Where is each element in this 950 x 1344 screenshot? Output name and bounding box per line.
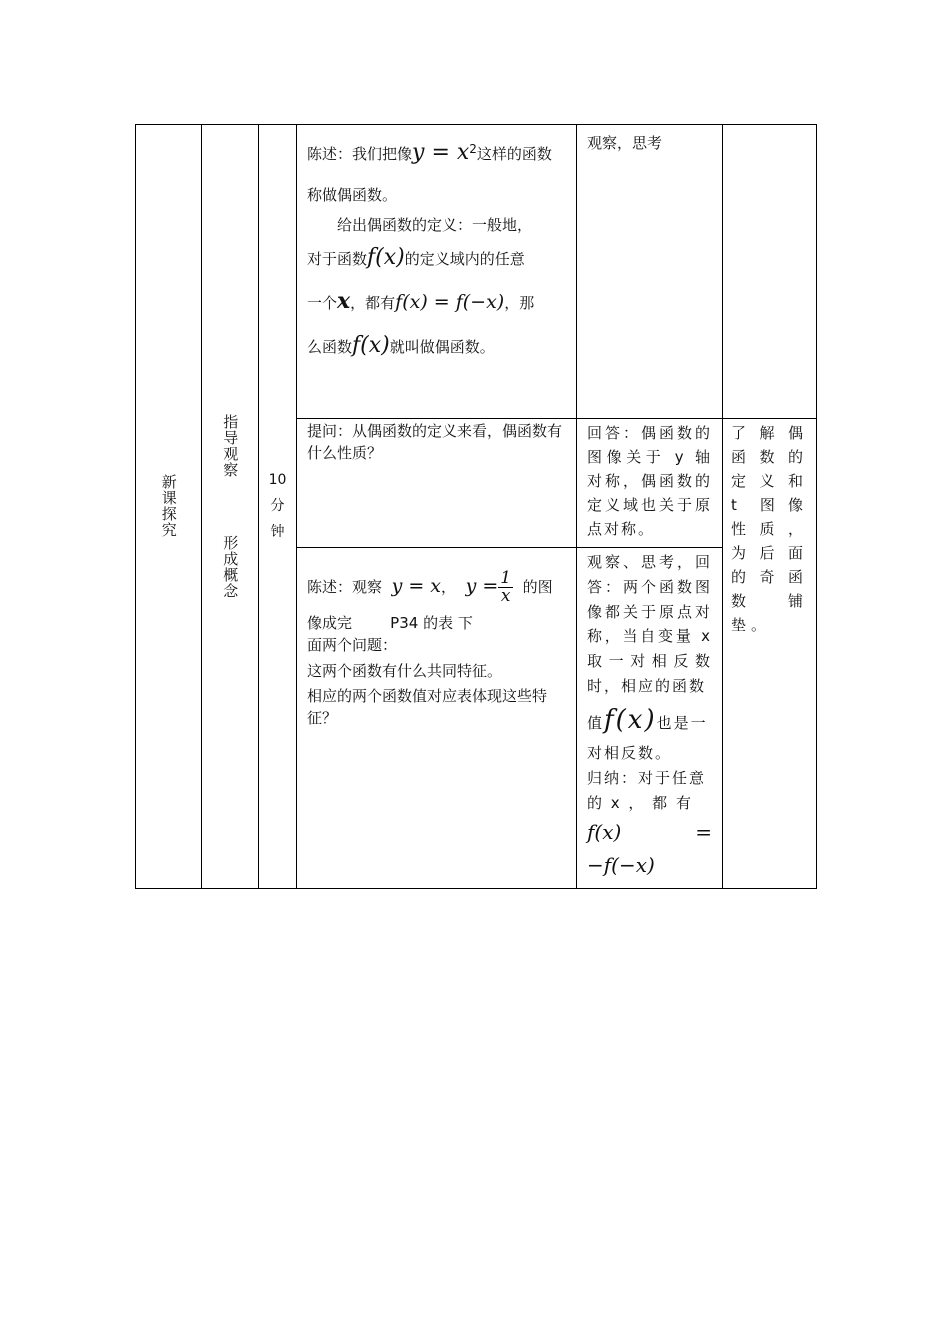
text: 观察、思考，回答：两个函数图像都关于原点对称，当自变量 x 取一对相反数时，相应的函数 [587,553,712,695]
text: P34 的表 [390,614,454,632]
text: 就叫做偶函数。 [389,338,495,357]
text: 也是一 [656,713,708,732]
text: 下 [457,614,473,632]
student-activity-2 [577,419,723,548]
math-x: x [337,288,351,315]
text: 的图 [522,578,553,596]
text: 观察，思考 [587,134,663,152]
student-activity-3 [577,548,723,889]
text: 这两个函数有什么共同特征。 [307,661,503,680]
math-fx: f(x) [604,704,657,735]
text: 相应的两个函数值对应表体现这些特征？ [307,687,548,727]
math-y-eq-x2: y = x [412,140,470,165]
method-cell [202,125,259,889]
math-y-eq: y = [465,575,499,597]
time-unit-2: 钟 [270,524,285,541]
math-fraction [498,570,513,605]
math-fx: f(x) [367,245,405,271]
method-label: 指导观察 形成概念 [221,413,240,599]
text: ， [441,578,457,596]
text: 称做偶函数。 [307,185,398,204]
time-cell [259,125,297,889]
text: 归纳：对于任意 [587,769,707,788]
text: ，都有 [350,294,396,313]
goal-cell [723,419,817,889]
time-unit-1: 分 [270,498,285,515]
text: ，那 [504,294,535,313]
text: 回答：偶函数的图像关于 y 轴对称，偶函数的定义域也关于原点对称。 [587,424,712,538]
goal-text: 了解偶函数的定义和 t 图像性质，为后面的奇函数铺垫。 [731,424,808,634]
text: 面两个问题： [307,635,398,654]
text: 陈述：观察 [307,578,383,596]
text: 像成完 [307,614,353,632]
math-sup: 2 [469,142,477,156]
time-number: 10 [268,471,287,488]
math-fx: f(x) [352,333,390,359]
stage-cell [136,125,202,889]
text: 提问：从偶函数的定义来看，偶函数有什么性质？ [307,422,563,462]
teacher-activity-2 [297,419,577,548]
stage-label: 新课探究 [159,474,178,539]
fraction-denominator: x [500,586,511,606]
text: 一个 [307,294,338,313]
text: 对相反数。 [587,744,673,763]
text: 给出偶函数的定义：一般地， [337,215,533,234]
math-even-equation: f(x) = f(−x) [395,291,505,314]
fraction-numerator: 1 [500,568,512,588]
math-odd-equation: f(x) = −f(−x) [587,819,712,877]
goal-empty-cell [723,125,817,419]
text: 的 x ， 都 有 [587,793,693,812]
lesson-plan-table [135,124,817,889]
math-y-eq-x: y = x [391,575,442,597]
text: 的定义域内的任意 [404,250,525,269]
text: 么函数 [307,338,353,357]
teacher-activity-3 [297,548,577,889]
text: 这样的函数 [476,145,552,163]
text: 值 [587,713,605,732]
teacher-activity-1 [297,125,577,419]
student-activity-1 [577,125,723,419]
text: 陈述：我们把像 [307,145,413,163]
text: 对于函数 [307,250,368,269]
